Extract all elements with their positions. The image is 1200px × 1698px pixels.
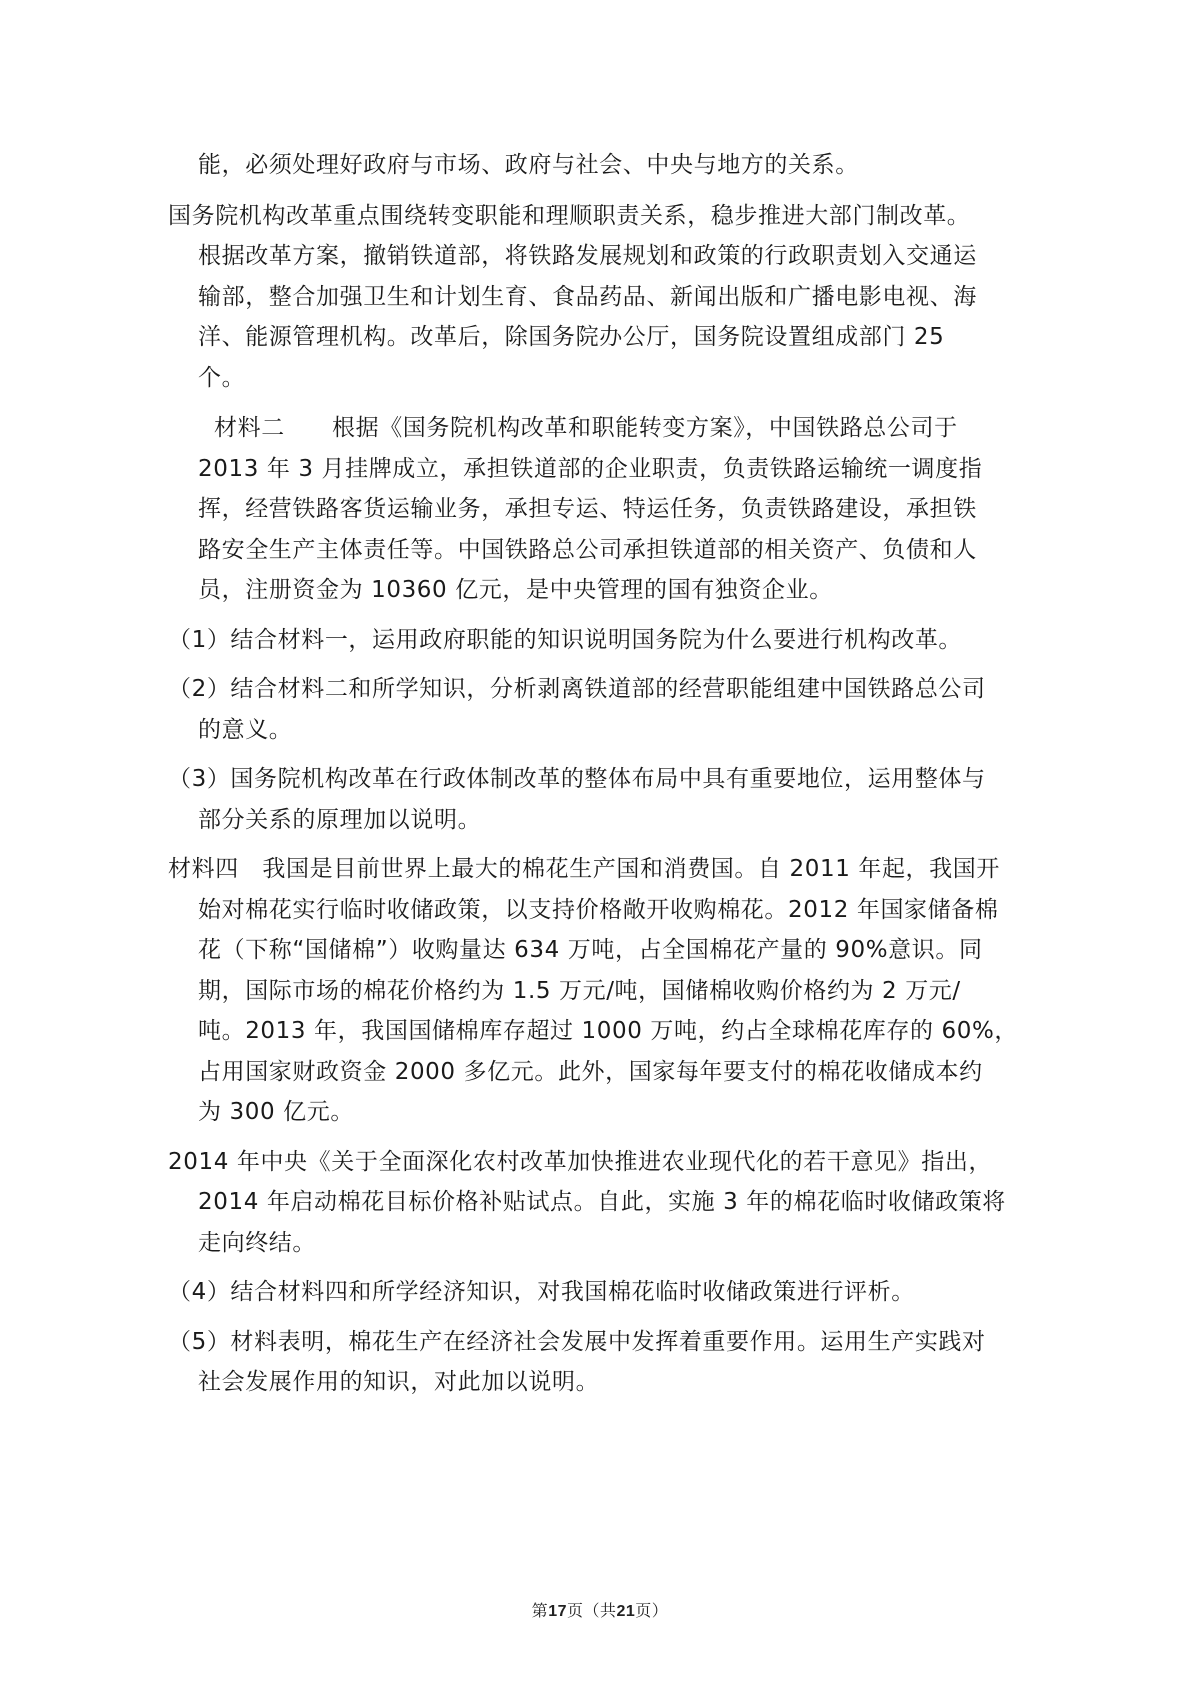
text-line: （3）国务院机构改革在行政体制改革的整体布局中具有重要地位，运用整体与 [168,766,986,792]
text-line: 走向终结。 [198,1229,316,1256]
paragraph-q2 [0,669,1200,750]
paragraph-q3 [0,759,1200,840]
text-line: 的意义。 [198,716,293,743]
paragraph-p2 [0,196,1200,399]
text-line: 材料四 我国是目前世界上最大的棉花生产国和消费国。自 2011 年起，我国开 [168,856,1000,882]
text-line: 个。 [198,364,246,391]
paragraph-p5 [0,1142,1200,1264]
text-line: （2）结合材料二和所学知识，分析剥离铁道部的经营职能组建中国铁路总公司 [168,676,986,702]
text-line: 材料二 根据《国务院机构改革和职能转变方案》，中国铁路总公司于 [214,415,958,441]
text-line: 2014 年中央《关于全面深化农村改革加快推进农业现代化的若干意见》指出， [168,1148,993,1175]
paragraph-p3 [0,408,1200,611]
text-line: 占用国家财政资金 2000 多亿元。此外，国家每年要支付的棉花收储成本约 [198,1058,983,1085]
text-line: 国务院机构改革重点围绕转变职能和理顺职责关系，稳步推进大部门制改革。 [168,202,971,229]
text-line: 2013 年 3 月挂牌成立，承担铁道部的企业职责，负责铁路运输统一调度指 [198,455,983,482]
text-line: 2014 年启动棉花目标价格补贴试点。自此，实施 3 年的棉花临时收储政策将 [198,1189,1006,1215]
text-line: 部分关系的原理加以说明。 [198,806,482,833]
text-line: 挥，经营铁路客货运输业务，承担专运、特运任务，负责铁路建设，承担铁 [198,496,977,522]
paragraph-p4 [0,849,1200,1133]
text-line: 能，必须处理好政府与市场、政府与社会、中央与地方的关系。 [198,152,859,178]
page-footer [0,1598,1200,1621]
text-line: 吨。2013 年，我国国储棉库存超过 1000 万吨，约占全球棉花库存的 60%， [198,1018,1019,1044]
text-line: （1）结合材料一，运用政府职能的知识说明国务院为什么要进行机构改革。 [168,626,963,653]
text-line: 期，国际市场的棉花价格约为 1.5 万元/吨，国储棉收购价格约为 2 万元/ [198,977,961,1004]
text-line: 洋、能源管理机构。改革后，除国务院办公厅，国务院设置组成部门 25 [198,324,945,350]
text-line: 始对棉花实行临时收储政策，以支持价格敞开收购棉花。2012 年国家储备棉 [198,896,999,923]
footer-total-pages: 21 [616,1603,636,1620]
text-line: 员，注册资金为 10360 亿元，是中央管理的国有独资企业。 [198,577,833,603]
text-line: 根据改革方案，撤销铁道部，将铁路发展规划和政策的行政职责划入交通运 [198,243,977,269]
paragraph-q5 [0,1322,1200,1403]
text-line: 花（下称“国储棉”）收购量达 634 万吨，占全国棉花产量的 90%意识。同 [198,937,983,963]
text-line: （4）结合材料四和所学经济知识，对我国棉花临时收储政策进行评析。 [168,1279,915,1305]
paragraph-q4 [0,1272,1200,1313]
footer-suffix: 页） [635,1601,669,1620]
footer-middle: 页（共 [566,1601,617,1620]
text-line: 为 300 亿元。 [198,1099,354,1125]
footer-page-number: 17 [548,1603,567,1620]
document-body [0,145,1200,1403]
footer-prefix: 第 [531,1601,549,1620]
paragraph-q1 [0,620,1200,661]
text-line: 社会发展作用的知识，对此加以说明。 [198,1369,600,1395]
text-line: 路安全生产主体责任等。中国铁路总公司承担铁道部的相关资产、负债和人 [198,536,977,563]
text-line: 输部，整合加强卫生和计划生育、食品药品、新闻出版和广播电影电视、海 [198,283,977,310]
paragraph-p1 [0,145,1200,186]
text-line: （5）材料表明，棉花生产在经济社会发展中发挥着重要作用。运用生产实践对 [168,1328,986,1355]
